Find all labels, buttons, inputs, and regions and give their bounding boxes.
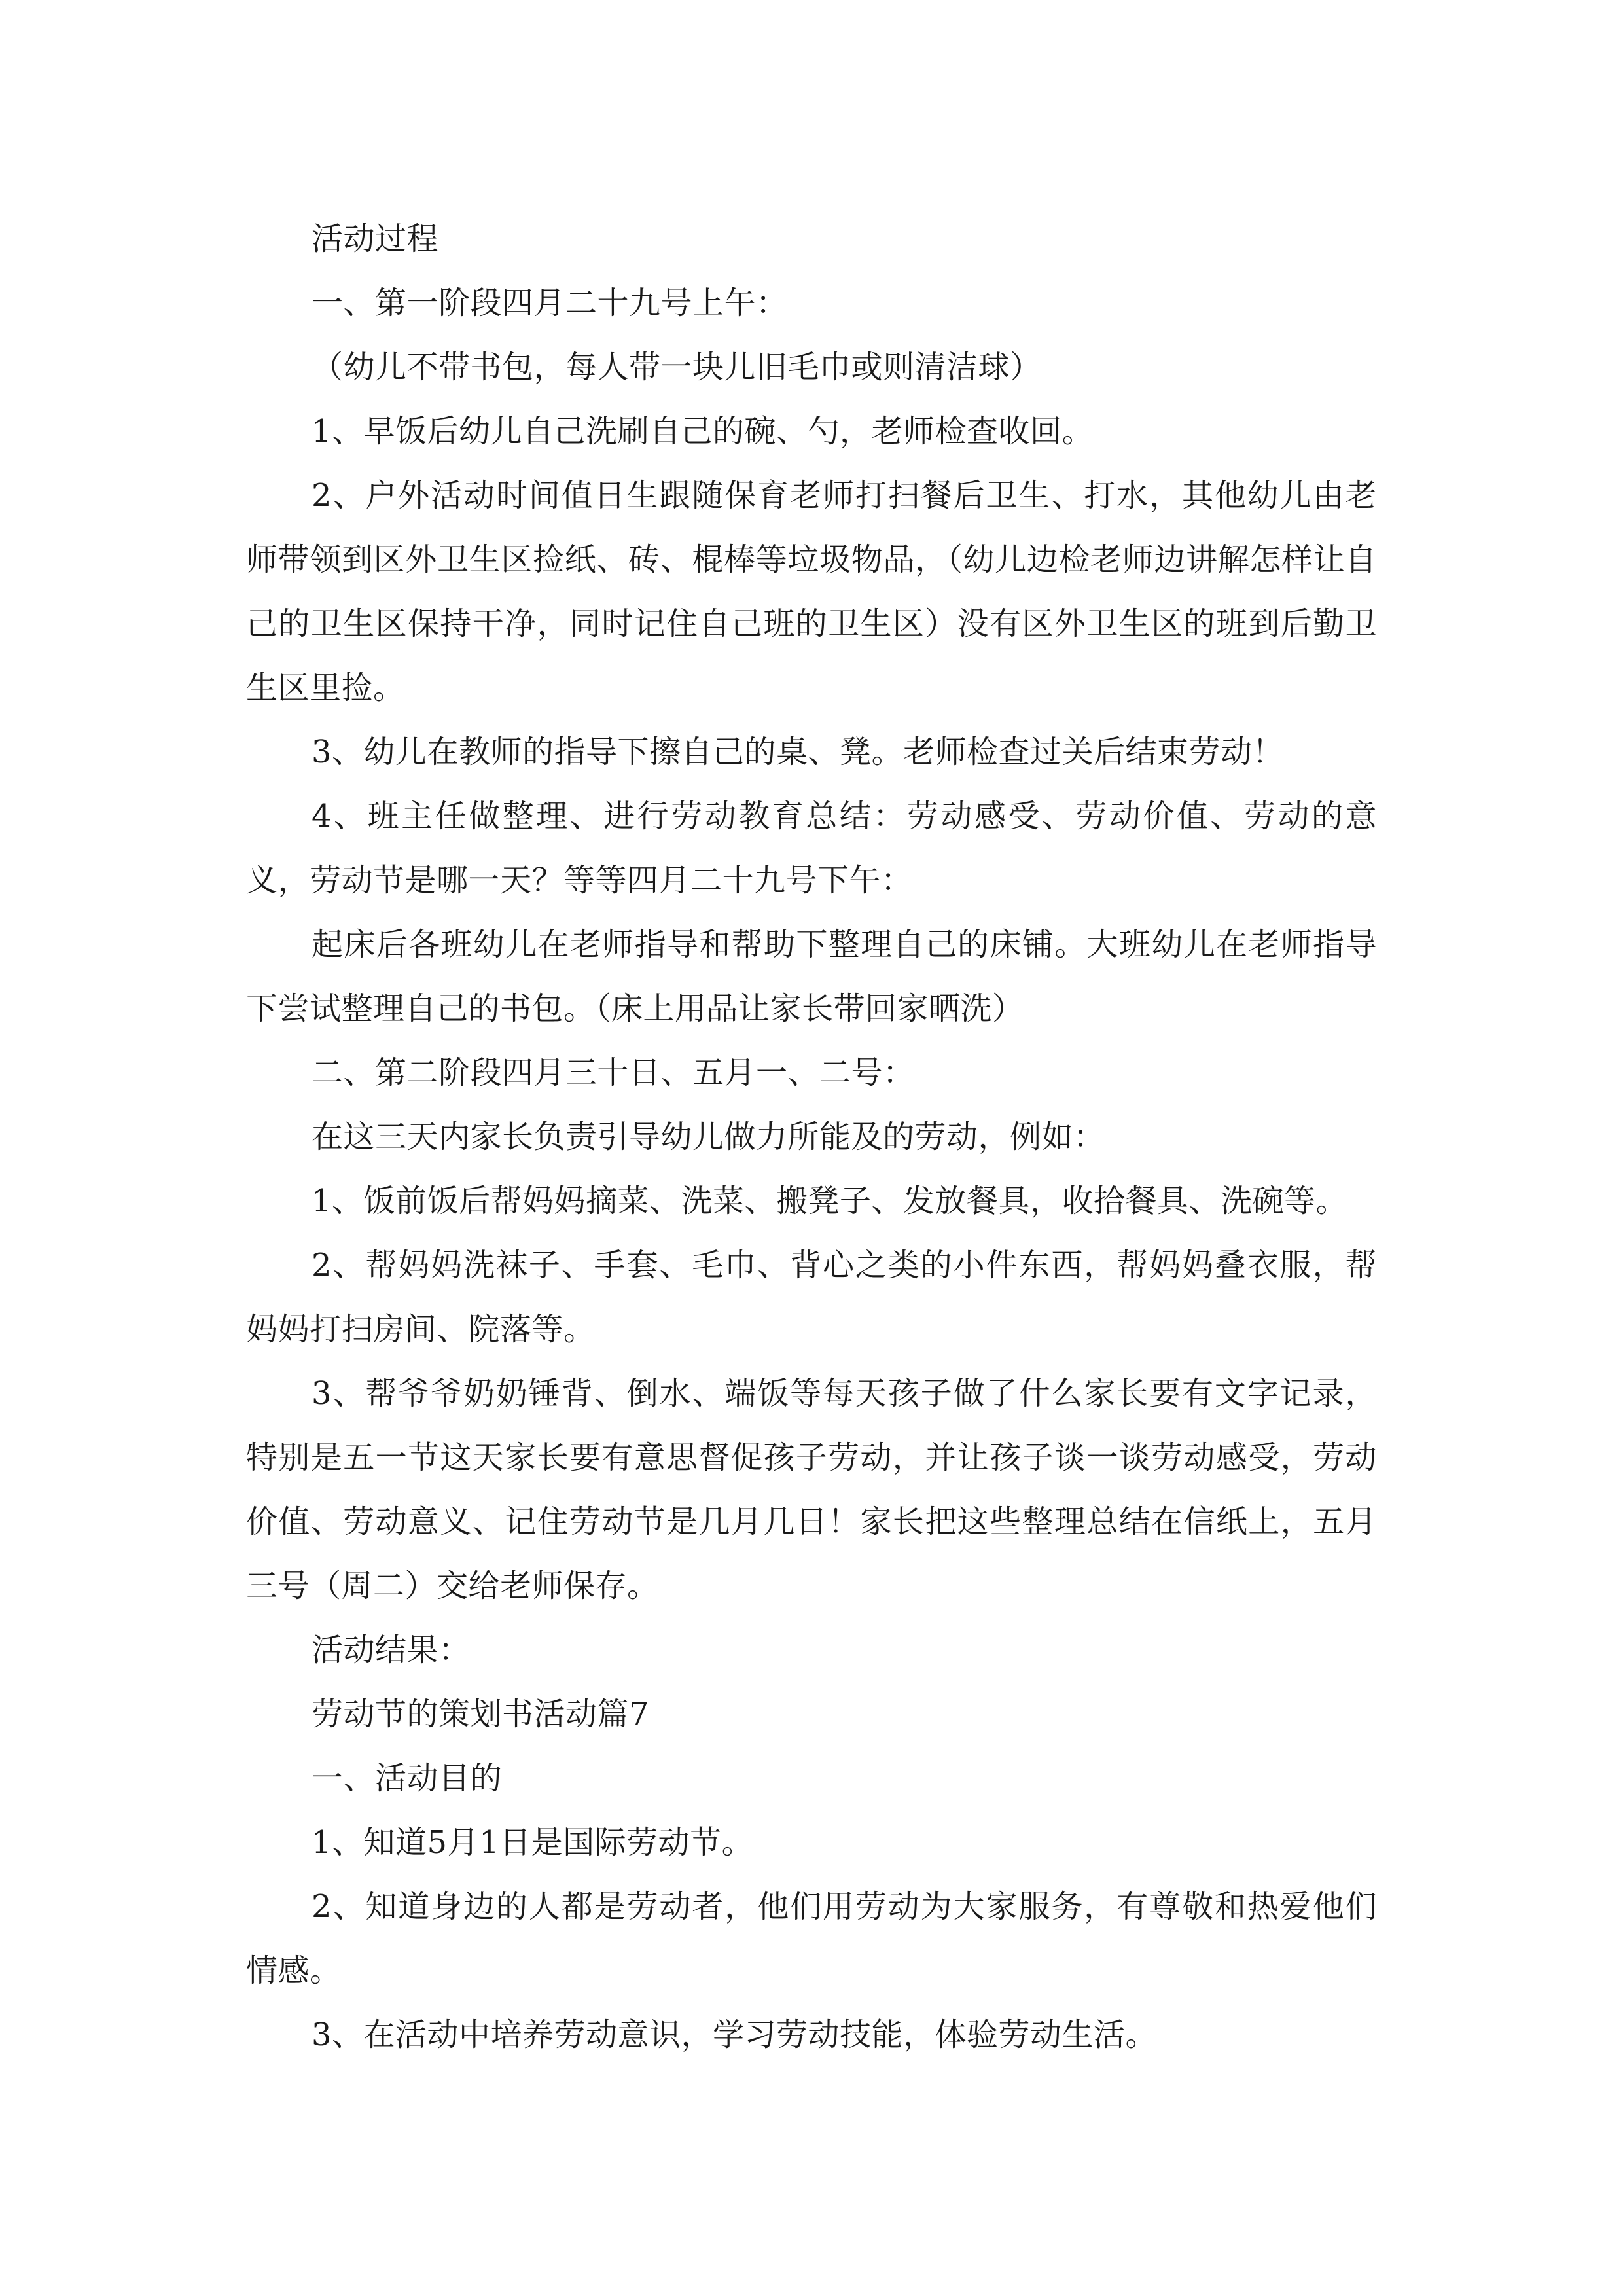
- paragraph-7: 4、班主任做整理、进行劳动教育总结：劳动感受、劳动价值、劳动的意义，劳动节是哪一天？等等四月二十九号下午：: [246, 798, 1377, 899]
- paragraph-9: 二、第二阶段四月三十日、五月一、二号：: [312, 1054, 915, 1091]
- paragraph-15: 劳动节的策划书活动篇7: [312, 1696, 650, 1732]
- paragraph-2: 一、第一阶段四月二十九号上午：: [312, 285, 788, 321]
- paragraph-8: 起床后各班幼儿在老师指导和帮助下整理自己的床铺。大班幼儿在老师指导下尝试整理自己的书包。（床上用品让家长带回家晒洗）: [246, 926, 1377, 1027]
- paragraph-12: 2、帮妈妈洗袜子、手套、毛巾、背心之类的小件东西，帮妈妈叠衣服，帮妈妈打扫房间、院落等。: [246, 1247, 1377, 1348]
- paragraph-4: 1、早饭后幼儿自己洗刷自己的碗、勺，老师检查收回。: [312, 413, 1094, 450]
- paragraph-19: 3、在活动中培养劳动意识，学习劳动技能，体验劳动生活。: [312, 2017, 1158, 2053]
- paragraph-14: 活动结果：: [312, 1632, 471, 1668]
- paragraph-3: （幼儿不带书包，每人带一块儿旧毛巾或则清洁球）: [312, 349, 1042, 386]
- paragraph-16: 一、活动目的: [312, 1760, 503, 1797]
- paragraph-6: 3、幼儿在教师的指导下擦自己的桌、凳。老师检查过关后结束劳动！: [312, 734, 1285, 770]
- paragraph-11: 1、饭前饭后帮妈妈摘菜、洗菜、搬凳子、发放餐具，收拾餐具、洗碗等。: [312, 1183, 1348, 1219]
- paragraph-17: 1、知道5月1日是国际劳动节。: [312, 1824, 754, 1861]
- paragraph-10: 在这三天内家长负责引导幼儿做力所能及的劳动，例如：: [312, 1119, 1105, 1155]
- document-body: [246, 207, 1377, 2067]
- paragraph-5: 2、户外活动时间值日生跟随保育老师打扫餐后卫生、打水，其他幼儿由老师带领到区外卫生区捡纸、砖、棍棒等垃圾物品，（幼儿边检老师边讲解怎样让自己的卫生区保持干净，同时记住自己班的卫生区）没有区外卫生区的班到后勤卫生区里捡。: [246, 477, 1377, 706]
- paragraph-18: 2、知道身边的人都是劳动者，他们用劳动为大家服务，有尊敬和热爱他们情感。: [246, 1888, 1377, 1989]
- paragraph-13: 3、帮爷爷奶奶锤背、倒水、端饭等每天孩子做了什么家长要有文字记录，特别是五一节这天家长要有意思督促孩子劳动，并让孩子谈一谈劳动感受，劳动价值、劳动意义、记住劳动节是几月几日！家长把这些整理总结在信纸上，五月三号（周二）交给老师保存。: [246, 1375, 1377, 1604]
- paragraph-1: 活动过程: [312, 221, 439, 257]
